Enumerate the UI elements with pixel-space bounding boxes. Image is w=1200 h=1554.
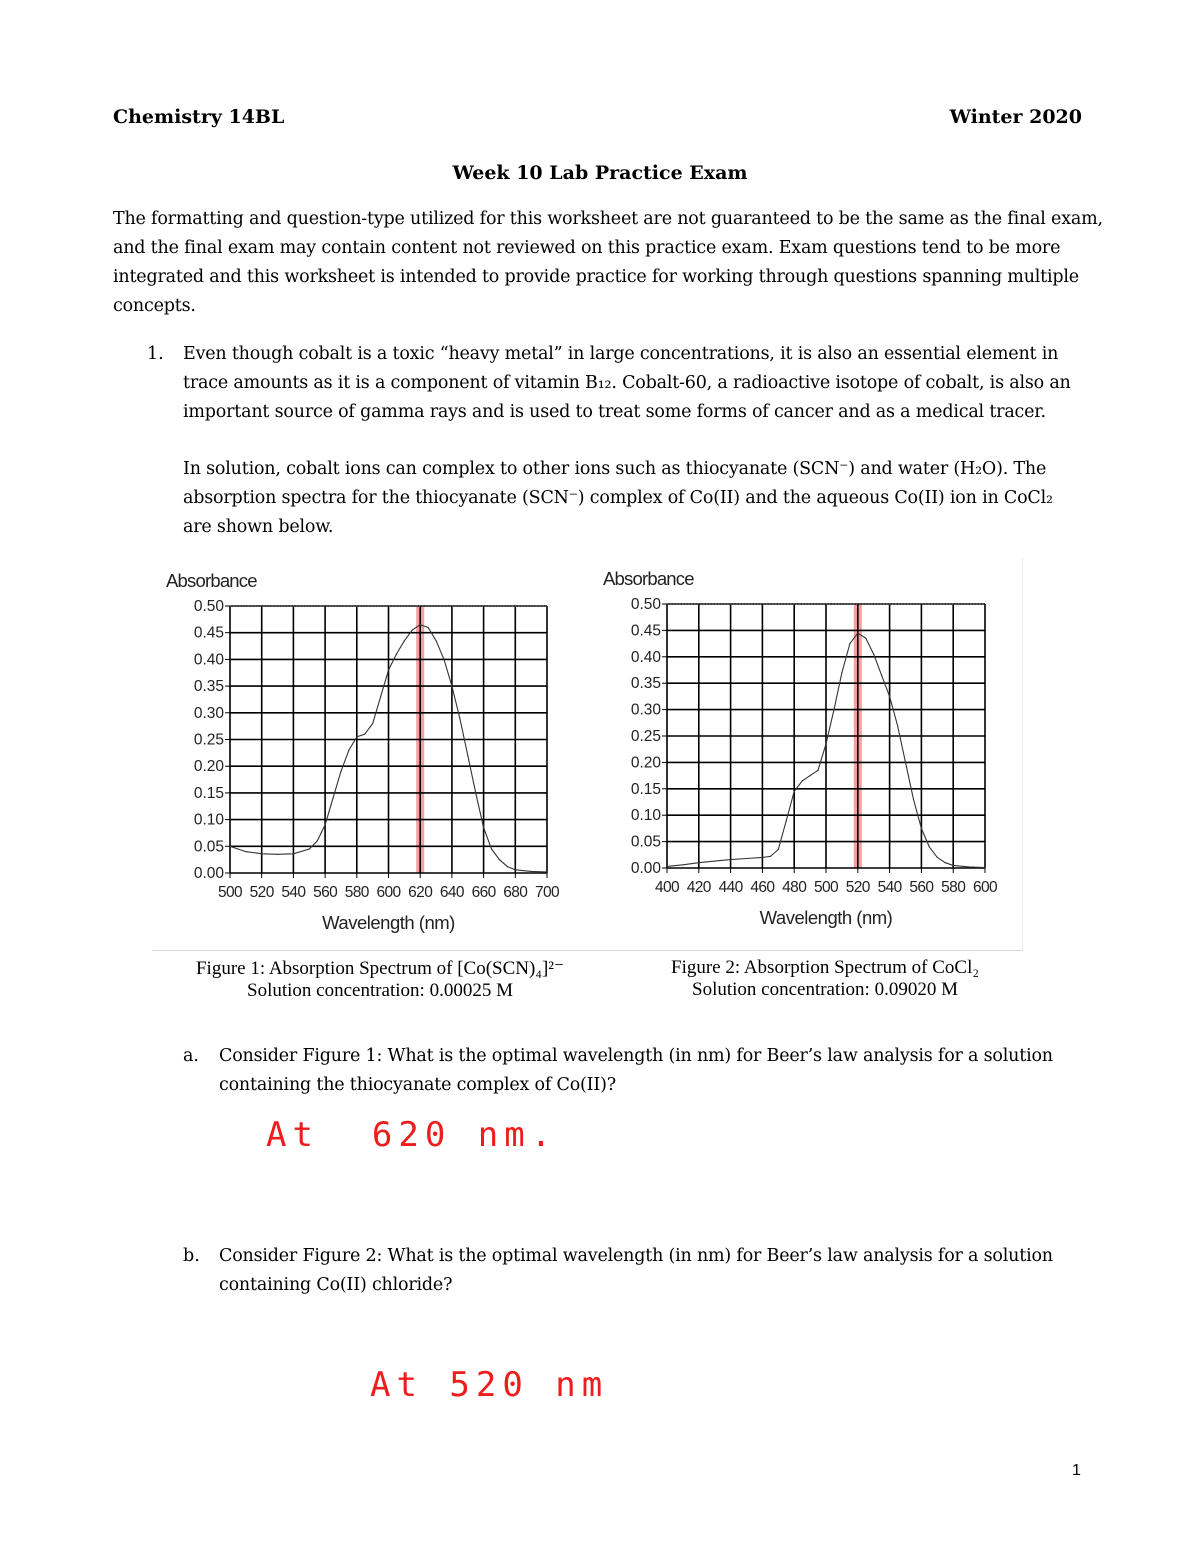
fig2-data-point (849, 643, 850, 644)
fig2-data-point (778, 849, 779, 850)
fig1-data-point (443, 659, 444, 660)
fig2-tick-label-y: 0.15 (630, 780, 661, 798)
fig2-tick-label-x: 420 (686, 879, 711, 896)
fig1-data-point (420, 624, 421, 625)
fig1-data-point (499, 859, 500, 860)
spectra-figure (152, 558, 1023, 951)
fig2-data-point (698, 862, 699, 863)
fig1-tick-label-x: 600 (376, 884, 401, 901)
fig2-data-point (794, 791, 795, 792)
fig2-tick-label-y: 0.35 (630, 675, 661, 693)
fig2-data-point (666, 866, 667, 867)
fig2-data-point (905, 762, 906, 763)
fig1-data-point (325, 824, 326, 825)
intro-line: and the final exam may contain content not reviewed on this practice exam. Exam questions tend to be more (113, 238, 1061, 258)
intro-paragraph (113, 205, 1103, 321)
fig2-data-point (889, 696, 890, 697)
intro-line: The formatting and question-type utilized for this worksheet are not guaranteed to be the same as the final exam, (113, 209, 1103, 229)
page-title: Week 10 Lab Practice Exam (452, 162, 748, 184)
fig1-data-point (412, 629, 413, 630)
fig2-tick-label-y: 0.45 (630, 622, 661, 640)
fig2-tick-label-y: 0.25 (630, 728, 661, 745)
fig1-data-point (380, 696, 381, 697)
fig1-tick-label-x: 700 (534, 884, 560, 901)
fig2-data-point (865, 638, 866, 639)
fig2-data-point (937, 857, 938, 858)
fig1-tick-label-y: 0.50 (193, 598, 224, 615)
fig1-tick-label-x: 660 (471, 884, 496, 901)
fig1-data-point (467, 755, 468, 756)
fig2-tick-label-x: 440 (718, 879, 743, 896)
fig2-tick-label-x: 560 (909, 879, 934, 896)
figure1-caption-title: Figure 1: Absorption Spectrum of [Co(SCN)₄]²⁻ (195, 958, 565, 979)
fig2-data-point (881, 675, 882, 676)
figure1-caption (150, 957, 610, 1002)
fig2-data-point (770, 856, 771, 857)
fig2-tick-label-y: 0.40 (630, 648, 661, 666)
fig2-tick-label-y: 0.10 (630, 807, 661, 825)
fig2-data-point (817, 770, 818, 771)
fig1-tick-label-y: 0.15 (193, 784, 224, 802)
fig2-data-point (810, 775, 811, 776)
fig2-data-point (921, 828, 922, 829)
part-b-question (219, 1242, 1053, 1300)
fig1-data-point (491, 848, 492, 849)
question1-paragraph1 (183, 340, 1071, 427)
fig2-data-point (786, 820, 787, 821)
figure1-caption-concentration: Solution concentration: 0.00025 M (247, 980, 513, 1001)
fig1-data-point (546, 871, 547, 872)
fig2-tick-label-x: 460 (750, 879, 775, 896)
figure1-chart (152, 558, 582, 950)
fig1-tick-label-y: 0.20 (193, 758, 224, 776)
fig1-data-point (388, 669, 389, 670)
fig1-tick-label-y: 0.25 (193, 731, 224, 749)
page-number: 1 (1072, 1462, 1081, 1479)
text-line: important source of gamma rays and is used to treat some forms of cancer and as a medical tracer. (183, 402, 1046, 422)
fig1-data-point (309, 848, 310, 849)
question-number: 1. (147, 344, 164, 364)
fig1-data-point (451, 686, 452, 687)
fig1-data-point (372, 723, 373, 724)
fig1-tick-label-x: 560 (313, 884, 338, 901)
fig2-tick-label-x: 500 (813, 879, 839, 896)
fig1-data-point (435, 640, 436, 641)
fig1-tick-label-y: 0.45 (193, 624, 224, 642)
fig1-tick-label-x: 520 (249, 884, 274, 901)
part-a-label: a. (183, 1046, 199, 1066)
fig1-data-point (515, 869, 516, 870)
term: Winter 2020 (949, 106, 1082, 128)
fig1-data-point (428, 627, 429, 628)
fig1-data-point (317, 840, 318, 841)
fig2-data-point (929, 846, 930, 847)
text-line: Consider Figure 1: What is the optimal wavelength (in nm) for Beer’s law analysis for a solution (219, 1046, 1053, 1066)
fig1-data-point (229, 846, 230, 847)
fig1-data-point (245, 851, 246, 852)
fig1-data-point (332, 798, 333, 799)
text-line: In solution, cobalt ions can complex to other ions such as thiocyanate (SCN⁻) and water (H₂O). The (183, 459, 1047, 479)
fig1-y-axis-label: Absorbance (166, 570, 257, 591)
fig2-data-point (682, 864, 683, 865)
text-line: absorption spectra for the thiocyanate (SCN⁻) complex of Co(II) and the aqueous Co(II) ion in CoCl₂ (183, 488, 1053, 508)
figure2-caption-title: Figure 2: Absorption Spectrum of CoCl₂ (671, 957, 979, 978)
fig1-data-point (475, 792, 476, 793)
fig2-data-point (825, 743, 826, 744)
fig1-x-axis-label: Wavelength (nm) (322, 912, 455, 933)
fig2-data-point (873, 654, 874, 655)
fig1-data-point (340, 771, 341, 772)
fig1-data-point (483, 827, 484, 828)
fig1-tick-label-y: 0.00 (193, 865, 224, 882)
fig1-tick-label-y: 0.05 (193, 838, 224, 856)
fig2-data-point (762, 857, 763, 858)
fig2-y-axis-label: Absorbance (603, 568, 694, 589)
fig2-data-point (945, 862, 946, 863)
fig2-tick-label-x: 480 (782, 879, 807, 896)
fig2-x-axis-label: Wavelength (nm) (759, 907, 893, 928)
fig2-data-point (897, 725, 898, 726)
fig2-tick-label-x: 400 (654, 879, 680, 896)
fig1-data-point (396, 653, 397, 654)
text-line: containing Co(II) chloride? (219, 1275, 453, 1295)
fig2-tick-label-y: 0.50 (630, 596, 661, 613)
text-line: containing the thiocyanate complex of Co(II)? (219, 1075, 616, 1095)
fig2-data-point (802, 780, 803, 781)
text-line: Even though cobalt is a toxic “heavy metal” in large concentrations, it is also an essential element in (183, 344, 1059, 364)
fig2-data-point (841, 672, 842, 673)
fig1-data-point (459, 718, 460, 719)
fig2-data-point (714, 861, 715, 862)
part-b-handwritten-answer: At 520 nm (370, 1365, 609, 1405)
text-line: Consider Figure 2: What is the optimal wavelength (in nm) for Beer’s law analysis for a solution (219, 1246, 1053, 1266)
fig2-data-point (833, 709, 834, 710)
fig1-tick-label-y: 0.10 (193, 811, 224, 829)
fig1-tick-label-y: 0.30 (193, 704, 224, 722)
fig2-tick-label-y: 0.20 (630, 754, 661, 772)
fig1-tick-label-x: 500 (217, 884, 243, 901)
fig1-tick-label-y: 0.35 (193, 678, 224, 696)
fig2-data-point (984, 867, 985, 868)
fig1-data-point (356, 736, 357, 737)
fig1-data-point (237, 848, 238, 849)
part-a-question (219, 1042, 1053, 1100)
fig1-tick-label-x: 640 (439, 884, 464, 901)
fig1-tick-label-x: 580 (344, 884, 369, 901)
question1-paragraph2 (183, 455, 1053, 542)
fig2-data-point (969, 866, 970, 867)
fig2-tick-label-y: 0.30 (630, 701, 661, 719)
fig2-data-point (857, 632, 858, 633)
fig2-data-point (953, 865, 954, 866)
fig2-tick-label-x: 520 (845, 879, 870, 896)
fig1-tick-label-x: 540 (281, 884, 306, 901)
figure2-chart (582, 558, 1022, 950)
intro-line: concepts. (113, 296, 196, 316)
fig1-data-point (404, 640, 405, 641)
fig1-data-point (348, 750, 349, 751)
text-line: are shown below. (183, 517, 334, 537)
text-line: trace amounts as it is a component of vitamin B₁₂. Cobalt-60, a radioactive isotope of cobalt, is also an (183, 373, 1071, 393)
fig2-data-point (746, 858, 747, 859)
figure2-caption-concentration: Solution concentration: 0.09020 M (692, 979, 958, 1000)
fig2-tick-label-x: 600 (972, 879, 998, 896)
fig1-data-point (364, 734, 365, 735)
fig2-data-point (913, 799, 914, 800)
part-b-label: b. (183, 1246, 200, 1266)
fig1-tick-label-x: 620 (408, 884, 433, 901)
fig2-tick-label-x: 540 (877, 879, 902, 896)
fig1-data-point (261, 853, 262, 854)
fig2-tick-label-x: 580 (941, 879, 966, 896)
figure2-caption (620, 957, 1030, 1001)
fig1-data-point (531, 871, 532, 872)
fig1-data-point (277, 854, 278, 855)
fig2-tick-label-y: 0.05 (630, 833, 661, 851)
fig1-tick-label-y: 0.40 (193, 651, 224, 669)
fig2-tick-label-y: 0.00 (630, 860, 661, 877)
fig1-data-point (507, 866, 508, 867)
fig2-data-point (730, 859, 731, 860)
course-title: Chemistry 14BL (113, 106, 285, 128)
intro-line: integrated and this worksheet is intended to provide practice for working through questions spanning multiple (113, 267, 1079, 287)
part-a-handwritten-answer: At 620 nm. (266, 1115, 558, 1155)
fig1-tick-label-x: 680 (503, 884, 528, 901)
fig1-data-point (293, 853, 294, 854)
